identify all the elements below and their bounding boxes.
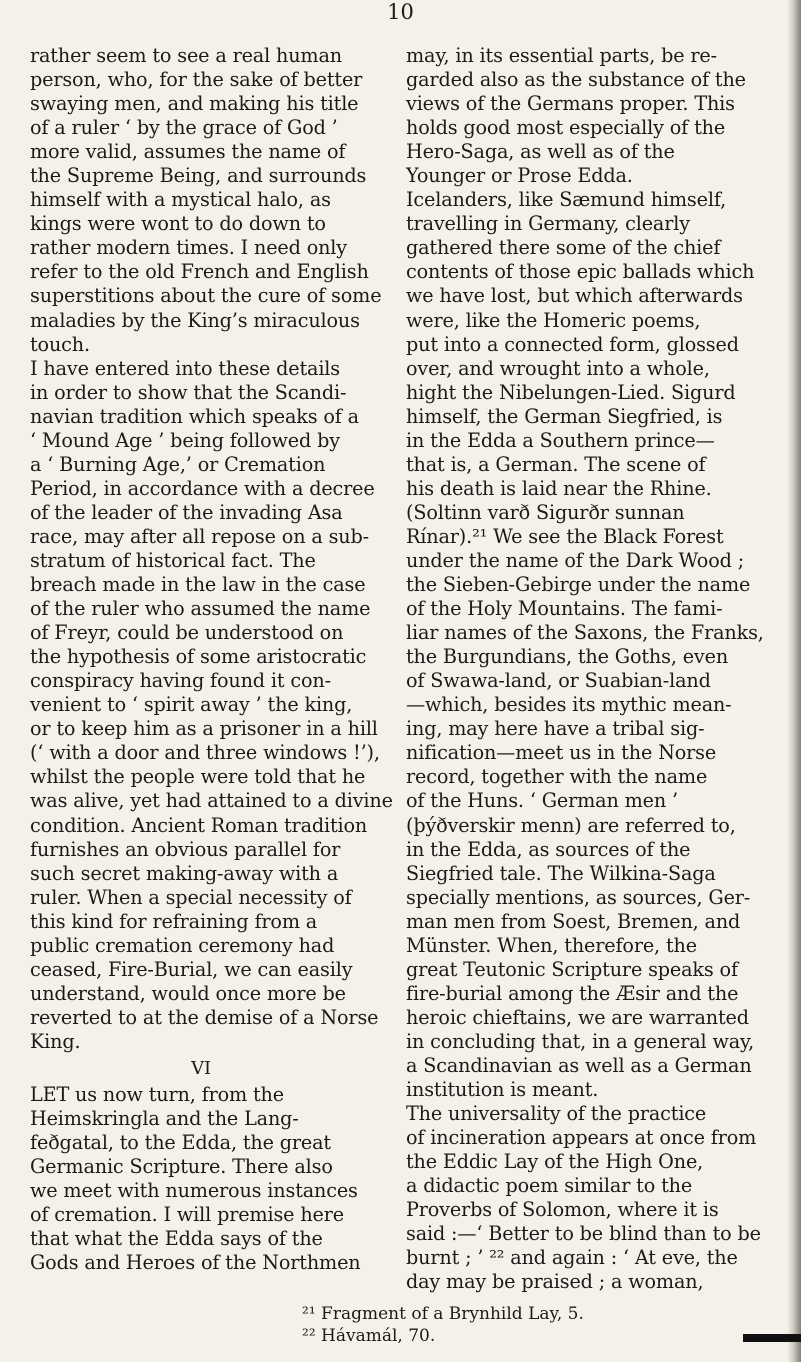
text-line: (þýðverskir menn) are referred to, bbox=[406, 813, 736, 837]
text-line: institution is meant. bbox=[406, 1078, 599, 1102]
text-line: rather seem to see a real human bbox=[30, 44, 342, 67]
text-line: conspiracy having found it con- bbox=[30, 669, 331, 693]
text-line: of Freyr, could be understood on bbox=[30, 621, 344, 645]
text-line: Younger or Prose Edda. bbox=[406, 164, 633, 188]
text-line: ‘ Mound Age ’ being followed by bbox=[30, 428, 340, 452]
text-line: a ‘ Burning Age,’ or Cremation bbox=[30, 452, 326, 476]
text-line: a Scandinavian as well as a German bbox=[406, 1053, 752, 1077]
text-line: Icelanders, like Sæmund himself, bbox=[406, 188, 727, 212]
text-line: the Burgundians, the Goths, even bbox=[406, 645, 729, 669]
text-line: Rínar).²¹ We see the Black Forest bbox=[406, 524, 724, 548]
text-line: Period, in accordance with a decree bbox=[30, 476, 375, 500]
text-line: maladies by the King’s miraculous bbox=[30, 308, 360, 332]
text-line: of the ruler who assumed the name bbox=[30, 597, 371, 621]
text-line: of incineration appears at once from bbox=[406, 1126, 757, 1150]
page-number: 10 bbox=[387, 0, 414, 24]
text-line: rather modern times. I need only bbox=[30, 236, 347, 260]
text-line: that what the Edda says of the bbox=[30, 1227, 323, 1251]
right-column bbox=[406, 44, 766, 1294]
text-line: —which, besides its mythic mean- bbox=[406, 693, 732, 717]
text-line: may, in its essential parts, be re- bbox=[406, 44, 717, 67]
text-line: Hero-Saga, as well as of the bbox=[406, 140, 675, 164]
text-line: race, may after all repose on a sub- bbox=[30, 524, 369, 548]
text-line: (‘ with a door and three windows !’), bbox=[30, 741, 380, 765]
text-line: the Sieben-Gebirge under the name bbox=[406, 573, 751, 597]
footnotes bbox=[302, 1303, 584, 1347]
text-line: in the Edda a Southern prince— bbox=[406, 428, 715, 452]
text-line: feðgatal, to the Edda, the great bbox=[30, 1131, 331, 1155]
text-line: I have entered into these details bbox=[30, 356, 340, 380]
text-line: reverted to at the demise of a Norse bbox=[30, 1005, 379, 1029]
text-line: whilst the people were told that he bbox=[30, 765, 366, 789]
text-line: of the leader of the invading Asa bbox=[30, 500, 343, 524]
text-line: record, together with the name bbox=[406, 765, 708, 789]
text-line: were, like the Homeric poems, bbox=[406, 308, 701, 332]
text-line: King. bbox=[30, 1029, 81, 1053]
text-line: ruler. When a special necessity of bbox=[30, 885, 352, 909]
text-line: swaying men, and making his title bbox=[30, 92, 359, 116]
text-line: ing, may here have a tribal sig- bbox=[406, 717, 705, 741]
footnote-lines bbox=[302, 1303, 584, 1347]
text-line: garded also as the substance of the bbox=[406, 68, 746, 92]
text-line: condition. Ancient Roman tradition bbox=[30, 813, 368, 837]
text-line: furnishes an obvious parallel for bbox=[30, 837, 341, 861]
text-line: of a ruler ‘ by the grace of God ’ bbox=[30, 116, 338, 140]
scan-edge-mark bbox=[743, 1334, 801, 1342]
text-line: hight the Nibelungen-Lied. Sigurd bbox=[406, 380, 736, 404]
text-line: holds good most especially of the bbox=[406, 116, 726, 140]
text-line: heroic chieftains, we are warranted bbox=[406, 1005, 749, 1029]
text-line: the hypothesis of some aristocratic bbox=[30, 645, 367, 669]
text-line: views of the Germans proper. This bbox=[406, 92, 735, 116]
text-line: was alive, yet had attained to a divine bbox=[30, 789, 393, 813]
text-line: breach made in the law in the case bbox=[30, 573, 366, 597]
text-line: of the Huns. ‘ German men ’ bbox=[406, 789, 678, 813]
text-line: put into a connected form, glossed bbox=[406, 332, 739, 356]
text-line: in concluding that, in a general way, bbox=[406, 1029, 755, 1053]
text-line: day may be praised ; a woman, bbox=[406, 1270, 704, 1294]
text-line: Germanic Scripture. There also bbox=[30, 1155, 333, 1179]
text-line: his death is laid near the Rhine. bbox=[406, 476, 712, 500]
text-line: such secret making-away with a bbox=[30, 861, 339, 885]
text-line: the Supreme Being, and surrounds bbox=[30, 164, 367, 188]
left-column bbox=[30, 44, 393, 1275]
text-line: of cremation. I will premise here bbox=[30, 1203, 344, 1227]
text-line: person, who, for the sake of better bbox=[30, 68, 363, 92]
text-line: of the Holy Mountains. The fami- bbox=[406, 597, 723, 621]
text-line: in order to show that the Scandi- bbox=[30, 380, 347, 404]
text-line: Gods and Heroes of the Northmen bbox=[30, 1251, 361, 1275]
text-line: The universality of the practice bbox=[406, 1102, 707, 1126]
text-line: Münster. When, therefore, the bbox=[406, 933, 697, 957]
text-line: Proverbs of Solomon, where it is bbox=[406, 1198, 719, 1222]
text-line: this kind for refraining from a bbox=[30, 909, 318, 933]
text-line: of Swawa-land, or Suabian-land bbox=[406, 669, 711, 693]
text-line: himself, the German Siegfried, is bbox=[406, 404, 723, 428]
text-line: ²² Hávamál, 70. bbox=[302, 1326, 436, 1346]
text-line: that is, a German. The scene of bbox=[406, 452, 706, 476]
text-line: burnt ; ’ ²² and again : ‘ At eve, the bbox=[406, 1246, 738, 1270]
text-line: man men from Soest, Bremen, and bbox=[406, 909, 741, 933]
text-line: we meet with numerous instances bbox=[30, 1179, 358, 1203]
text-line: kings were wont to do down to bbox=[30, 212, 326, 236]
text-line: the Eddic Lay of the High One, bbox=[406, 1150, 704, 1174]
text-line: navian tradition which speaks of a bbox=[30, 404, 359, 428]
text-line: a didactic poem similar to the bbox=[406, 1174, 693, 1198]
text-line: Heimskringla and the Lang- bbox=[30, 1107, 299, 1131]
text-line: under the name of the Dark Wood ; bbox=[406, 548, 745, 572]
text-line: nification—meet us in the Norse bbox=[406, 741, 717, 765]
left-column-lines bbox=[30, 44, 393, 1054]
text-line: or to keep him as a prisoner in a hill bbox=[30, 717, 378, 741]
text-line: fire-burial among the Æsir and the bbox=[406, 981, 739, 1005]
left-column-after-lines bbox=[30, 1083, 372, 1275]
text-line: gathered there some of the chief bbox=[406, 236, 721, 260]
text-line: said :—‘ Better to be blind than to be bbox=[406, 1222, 761, 1246]
text-line: venient to ‘ spirit away ’ the king, bbox=[30, 693, 353, 717]
text-line: ²¹ Fragment of a Brynhild Lay, 5. bbox=[302, 1304, 584, 1324]
text-line: public cremation ceremony had bbox=[30, 933, 335, 957]
text-line: ceased, Fire-Burial, we can easily bbox=[30, 957, 353, 981]
right-column-lines bbox=[406, 44, 766, 1294]
text-line: travelling in Germany, clearly bbox=[406, 212, 690, 236]
text-line: more valid, assumes the name of bbox=[30, 140, 346, 164]
text-line: in the Edda, as sources of the bbox=[406, 837, 691, 861]
text-line: himself with a mystical halo, as bbox=[30, 188, 331, 212]
text-line: touch. bbox=[30, 332, 90, 356]
text-line: understand, would once more be bbox=[30, 981, 346, 1005]
text-line: liar names of the Saxons, the Franks, bbox=[406, 621, 764, 645]
section-heading: VI bbox=[191, 1057, 211, 1079]
text-line: stratum of historical fact. The bbox=[30, 548, 316, 572]
text-line: great Teutonic Scripture speaks of bbox=[406, 957, 738, 981]
text-line: contents of those epic ballads which bbox=[406, 260, 755, 284]
page-edge-shadow bbox=[787, 0, 801, 1362]
text-line: refer to the old French and English bbox=[30, 260, 369, 284]
text-line: (Soltinn varð Sigurðr sunnan bbox=[406, 500, 685, 524]
text-line: we have lost, but which afterwards bbox=[406, 284, 743, 308]
text-line: over, and wrought into a whole, bbox=[406, 356, 710, 380]
text-line: LET us now turn, from the bbox=[30, 1082, 284, 1106]
text-line: superstitions about the cure of some bbox=[30, 284, 382, 308]
text-line: specially mentions, as sources, Ger- bbox=[406, 885, 751, 909]
text-line: Siegfried tale. The Wilkina-Saga bbox=[406, 861, 716, 885]
